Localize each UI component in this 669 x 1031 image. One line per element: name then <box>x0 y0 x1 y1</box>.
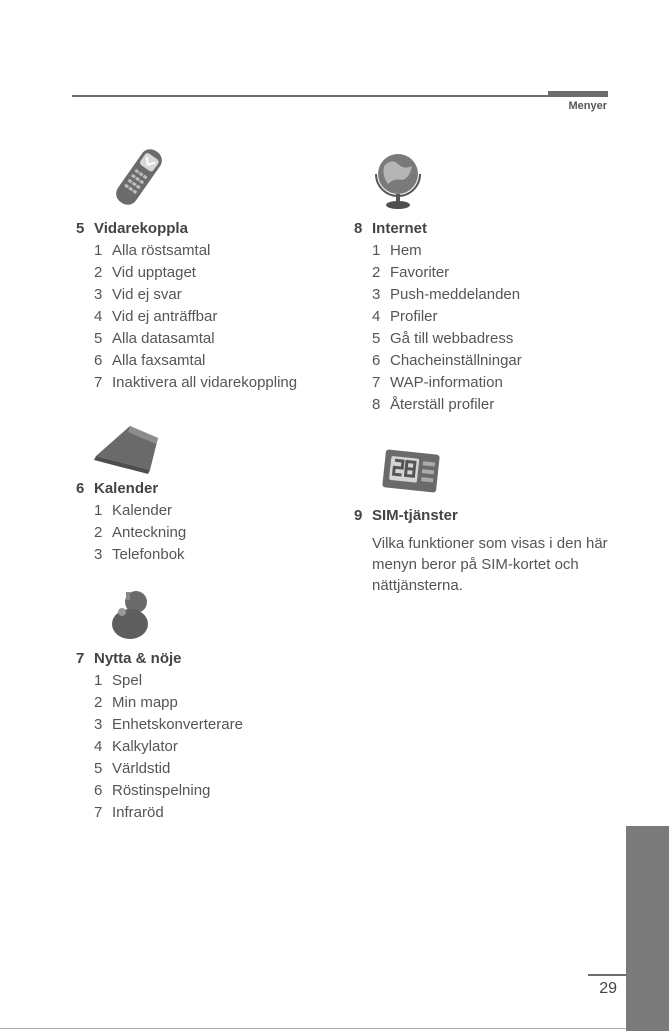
section-title: 8 Internet <box>354 220 428 237</box>
list-item: 5 Gå till webbadress <box>372 330 514 347</box>
section-title: 9 SIM-tjänster <box>354 507 458 524</box>
menu-item-list <box>76 240 297 394</box>
list-item: 2 Min mapp <box>94 694 178 711</box>
toy-icon <box>108 588 156 645</box>
page-bottom-edge <box>0 1028 626 1029</box>
section-nytta-noje <box>76 648 243 824</box>
list-item: 2 Anteckning <box>94 524 187 541</box>
section-title: 7 Nytta & nöje <box>76 650 182 667</box>
list-item: 1 Kalender <box>94 502 173 519</box>
list-item: 6 Alla faxsamtal <box>94 352 206 369</box>
list-item: 1 Hem <box>372 242 422 259</box>
list-item: 6 Chacheinställningar <box>372 352 522 369</box>
menu-item-list <box>354 240 522 416</box>
list-item: 7 WAP-information <box>372 374 503 391</box>
section-internet <box>354 218 522 416</box>
section-header-label: Menyer <box>568 100 607 112</box>
section-vidarekoppla <box>76 218 297 394</box>
list-item: 5 Alla datasamtal <box>94 330 215 347</box>
list-item: 5 Världstid <box>94 760 171 777</box>
list-item: 2 Vid upptaget <box>94 264 196 281</box>
list-item: 3 Telefonbok <box>94 546 185 563</box>
menu-item-list <box>76 670 243 824</box>
list-item: 8 Återställ profiler <box>372 396 495 413</box>
list-item: 2 Favoriter <box>372 264 450 281</box>
list-item: 3 Vid ej svar <box>94 286 182 303</box>
list-item: 3 Enhetskonverterare <box>94 716 243 733</box>
calendar-icon <box>92 420 164 481</box>
chapter-side-tab <box>626 826 669 1031</box>
menu-item-list <box>76 500 186 566</box>
list-item: 3 Push-meddelanden <box>372 286 521 303</box>
header-tab-marker <box>548 91 608 97</box>
globe-icon <box>368 148 428 217</box>
section-title: 6 Kalender <box>76 480 159 497</box>
header-rule <box>72 95 608 97</box>
phone-icon <box>106 142 172 217</box>
list-item: 7 Infraröd <box>94 804 164 821</box>
sim-card-icon <box>378 446 444 501</box>
list-item: 7 Inaktivera all vidarekoppling <box>94 374 298 391</box>
list-item: 4 Profiler <box>372 308 438 325</box>
section-kalender <box>76 478 186 566</box>
list-item: 4 Vid ej anträffbar <box>94 308 218 325</box>
section-description: Vilka funktioner som visas i den här menyn beror på SIM-kortet och nättjänsterna. <box>372 535 608 594</box>
page-number: 29 <box>599 980 617 997</box>
section-sim-tjanster <box>354 505 612 596</box>
list-item: 6 Röstinspelning <box>94 782 211 799</box>
section-title: 5 Vidarekoppla <box>76 220 188 237</box>
list-item: 1 Alla röstsamtal <box>94 242 211 259</box>
list-item: 4 Kalkylator <box>94 738 178 755</box>
page-number-rule <box>588 974 626 976</box>
list-item: 1 Spel <box>94 672 143 689</box>
